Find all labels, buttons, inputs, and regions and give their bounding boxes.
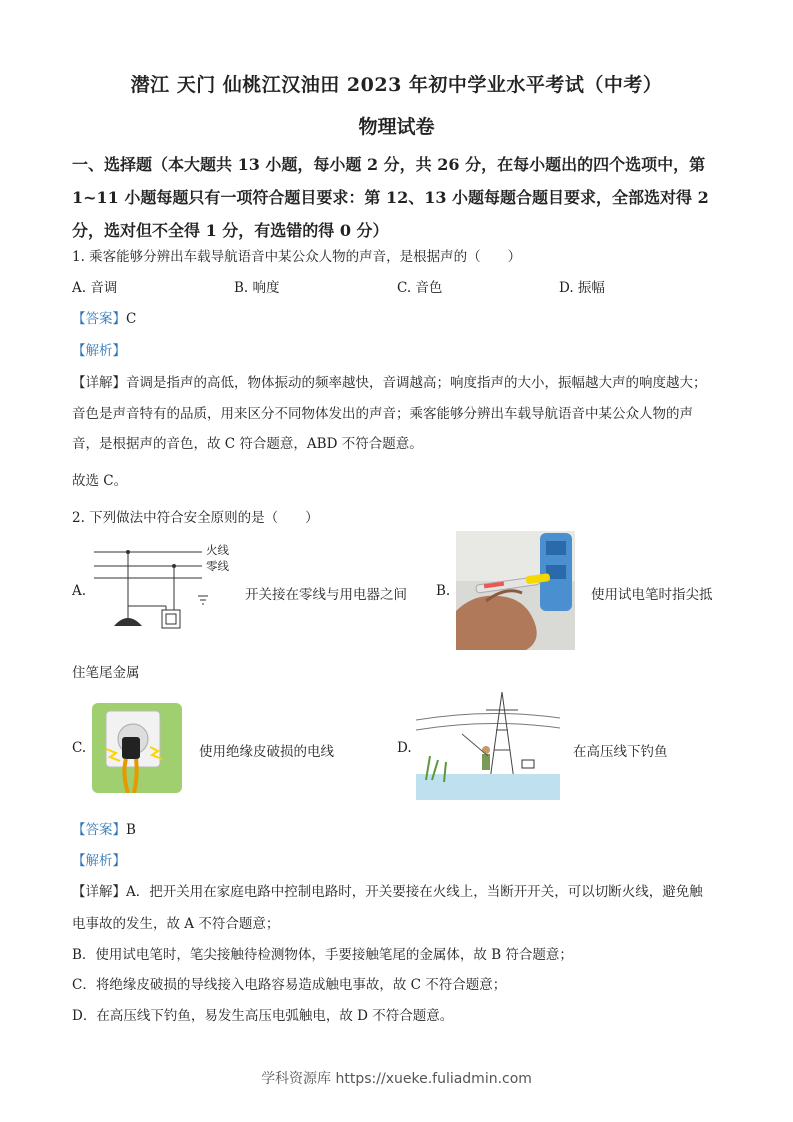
answer-value: B: [126, 822, 136, 838]
q1-option-b: B. 响度: [234, 280, 280, 296]
q1-detail-line-3: 音，是根据声的音色，故 C 符合题意，ABD 不符合题意。: [72, 436, 423, 452]
q1-detail-line-2: 音色是声音特有的品质，用来区分不同物体发出的声音；乘客能够分辨出车载导航语音中某公众人物的声: [72, 406, 693, 422]
q2-option-d-text: 在高压线下钓鱼: [573, 744, 668, 760]
q2-detail-line-4: C．将绝缘皮破损的导线接入电路容易造成触电事故，故 C 不符合题意；: [72, 977, 507, 993]
detail-text: A．把开关用在家庭电路中控制电路时，开关要接在火线上，当断开开关，可以切断火线，避免触: [126, 884, 703, 900]
q2-option-c-text: 使用绝缘皮破损的电线: [199, 744, 334, 760]
detail-tag: 【详解】: [72, 375, 126, 391]
detail-text: 音调是指声的高低，物体振动的频率越快，音调越高；响度指声的大小，振幅越大声的响度越大；: [126, 375, 707, 391]
q2-answer: [72, 818, 136, 838]
q1-option-c: C. 音色: [397, 280, 443, 296]
answer-tag: 【答案】: [72, 822, 126, 838]
answer-tag: 【答案】: [72, 311, 126, 327]
section-header: 一、选择题（本大题共 13 小题，每小题 2 分，共 26 分，在每小题出的四个选项中，第 1~11 小题每题只有一项符合题目要求：第 12、13 小题每题合题目要求，全部选对得 2 分，选对但不全得 1 分，有选错的得 0 分）: [72, 155, 709, 240]
q1-analysis-tag: 【解析】: [72, 343, 126, 359]
q2-detail-line-5: D．在高压线下钓鱼，易发生高压电弧触电，故 D 不符合题意。: [72, 1008, 454, 1024]
high-voltage-fishing-picture: [416, 690, 560, 800]
q2-option-c-label: C.: [72, 740, 87, 756]
q2-stem: 2. 下列做法中符合安全原则的是（ ）: [72, 510, 319, 526]
detail-tag: 【详解】: [72, 884, 126, 900]
test-pen-photo: [456, 531, 575, 650]
q1-answer: [72, 307, 136, 327]
q2-option-b-text: 使用试电笔时指尖抵: [591, 587, 713, 603]
q2-option-d-label: D.: [397, 740, 412, 756]
answer-value: C: [126, 311, 137, 327]
exam-title: 潜江 天门 仙桃江汉油田 2023 年初中学业水平考试（中考）: [130, 74, 663, 96]
live-wire-label: 火线: [206, 543, 229, 557]
exam-subtitle: 物理试卷: [358, 116, 435, 138]
q2-option-a-text: 开关接在零线与用电器之间: [245, 587, 407, 603]
q1-option-a: A. 音调: [72, 280, 118, 296]
q1-conclusion: 故选 C。: [72, 473, 128, 489]
neutral-wire-label: 零线: [206, 559, 229, 573]
damaged-wire-photo: [92, 703, 182, 793]
q1-stem: 1. 乘客能够分辨出车载导航语音中某公众人物的声音，是根据声的（ ）: [72, 249, 522, 265]
q2-detail-line-2: 电事故的发生，故 A 不符合题意；: [72, 916, 280, 932]
q2-detail-line-3: B．使用试电笔时，笔尖接触待检测物体，手要接触笔尾的金属体，故 B 符合题意；: [72, 947, 573, 963]
footer-source: 学科资源库 https://xueke.fuliadmin.com: [261, 1071, 532, 1087]
q2-option-b-text-cont: 住笔尾金属: [72, 665, 140, 681]
q2-detail-line-1: [72, 880, 703, 900]
q1-option-d: D. 振幅: [559, 280, 605, 296]
q2-option-b-label: B.: [436, 583, 451, 599]
q2-analysis-tag: 【解析】: [72, 853, 126, 869]
q2-option-a-label: A.: [72, 583, 87, 599]
q1-detail-line-1: [72, 371, 707, 391]
